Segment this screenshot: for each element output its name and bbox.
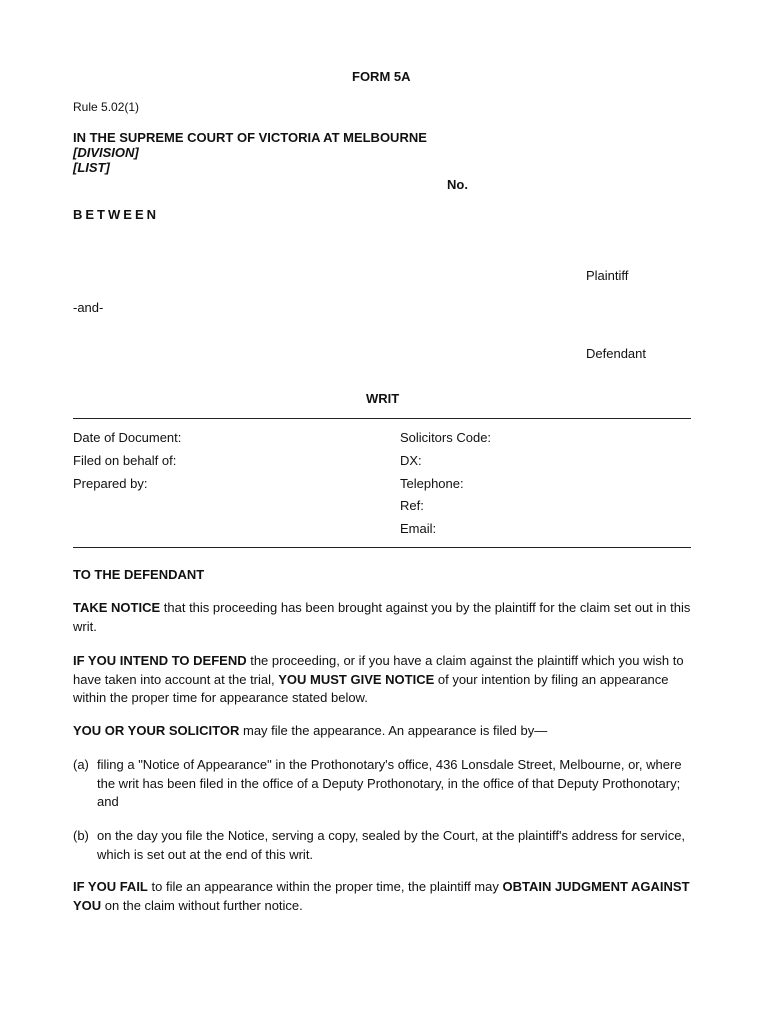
intend-to-defend-bold: IF YOU INTEND TO DEFEND — [73, 653, 247, 668]
intend-to-defend-text: the proceeding, or if you have a claim against the plaintiff which you wish to have taken into account at the trial, — [73, 653, 684, 687]
to-defendant-heading: TO THE DEFENDANT — [73, 567, 205, 582]
filed-on-behalf-label: Filed on behalf of: — [73, 453, 177, 468]
list-item-a-text: filing a "Notice of Appearance" in the Prothonotary's office, 436 Lonsdale Street, Melbourne, or, where the writ has been filed in the office of a Deputy Prothonotary, in the office of that Deputy Prothonotary; and — [97, 757, 682, 809]
list-placeholder: [LIST] — [73, 160, 110, 175]
email-label: Email: — [400, 521, 437, 536]
prepared-by-label: Prepared by: — [73, 476, 148, 491]
between-heading: BETWEEN — [73, 207, 159, 222]
form-title: FORM 5A — [352, 69, 411, 84]
take-notice-paragraph — [73, 599, 698, 636]
appearance-text: of your intention by filing an appearance within the proper time for appearance stated below. — [73, 671, 669, 705]
plaintiff-label: Plaintiff — [586, 268, 629, 283]
take-notice-text: that this proceeding has been brought against you by the plaintiff for the claim set out in this writ. — [73, 600, 691, 634]
defendant-label: Defendant — [586, 346, 646, 361]
list-item-b-label: (b) — [73, 828, 89, 843]
list-item-b — [73, 827, 698, 864]
solicitors-code-label: Solicitors Code: — [400, 430, 492, 445]
court-name: IN THE SUPREME COURT OF VICTORIA AT MELBOURNE — [73, 130, 427, 145]
ref-label: Ref: — [400, 498, 424, 513]
must-give-notice-bold: YOU MUST GIVE NOTICE — [278, 671, 435, 687]
top-rule-line — [73, 418, 691, 419]
writ-heading: WRIT — [366, 391, 400, 406]
if-you-fail-text: to file an appearance within the proper time, the plaintiff may — [147, 879, 503, 894]
take-notice-bold: TAKE NOTICE — [73, 600, 161, 615]
solicitor-paragraph — [73, 722, 698, 741]
telephone-label: Telephone: — [400, 476, 464, 491]
list-item-a — [73, 756, 698, 812]
intend-to-defend-paragraph — [73, 652, 698, 708]
obtain-judgment-bold: OBTAIN JUDGMENT AGAINST YOU — [73, 879, 690, 913]
if-you-fail-paragraph — [73, 878, 698, 915]
division-placeholder: [DIVISION] — [73, 145, 139, 160]
bottom-rule-line — [73, 547, 691, 548]
dx-label: DX: — [400, 453, 422, 468]
rule-reference: Rule 5.02(1) — [73, 100, 140, 114]
if-you-fail-bold: IF YOU FAIL — [73, 879, 148, 894]
without-notice-text: on the claim without further notice. — [101, 897, 303, 913]
and-separator: -and- — [73, 300, 104, 315]
list-item-b-text: on the day you file the Notice, serving a copy, sealed by the Court, at the plaintiff's address for service, which is set out at the end of this writ. — [97, 828, 686, 862]
solicitor-bold: YOU OR YOUR SOLICITOR — [73, 723, 240, 738]
list-item-a-label: (a) — [73, 757, 89, 772]
solicitor-text: may file the appearance. An appearance is filed by— — [239, 723, 548, 738]
case-number-label: No. — [447, 177, 468, 192]
date-of-document-label: Date of Document: — [73, 430, 182, 445]
